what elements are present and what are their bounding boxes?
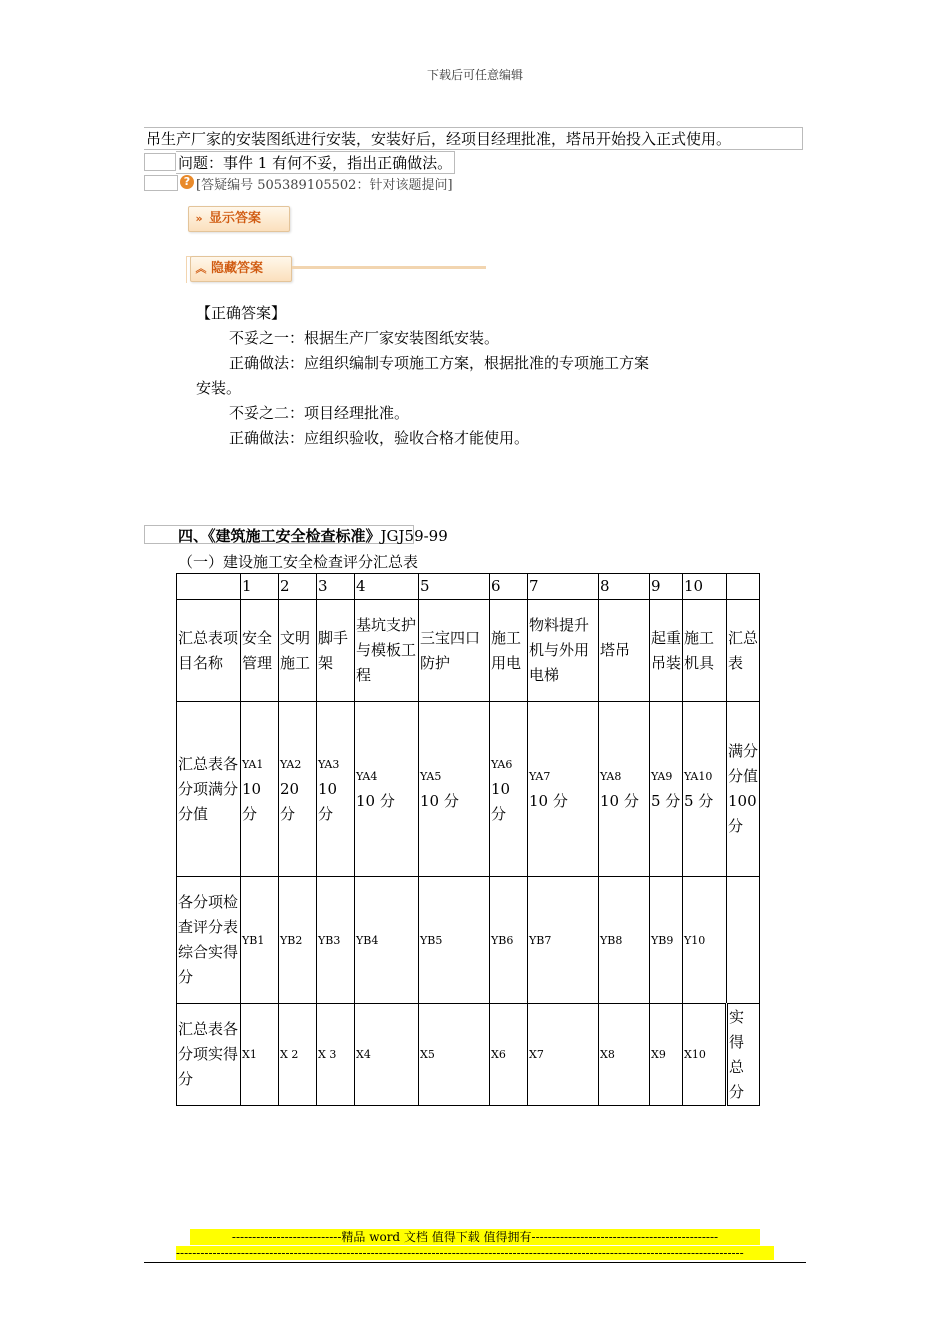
- table-cell: 物料提升机与外用电梯: [528, 600, 599, 702]
- table-row: [177, 574, 760, 600]
- row-header: 各分项检查评分表综合实得分: [177, 877, 241, 1004]
- score-value: 10 分: [600, 792, 639, 810]
- answer-heading: 【正确答案】: [196, 304, 287, 322]
- score-symbol: YA7: [529, 770, 551, 783]
- summary-table: [176, 573, 760, 1106]
- table-cell: [683, 702, 727, 877]
- table-cell: 文明施工: [279, 600, 317, 702]
- score-symbol: YA6: [491, 757, 513, 771]
- table-cell: 3: [317, 574, 355, 600]
- footer-banner: --------------------------------------------------------------------------------------------------------------------------------------------: [176, 1246, 774, 1260]
- table-cell: X7: [528, 1004, 599, 1106]
- help-icon: ?: [180, 175, 194, 189]
- footer-banner: ---------------------------精品 word 文档 值得下载 值得拥有----------------------------------------------: [190, 1229, 760, 1245]
- hide-answer-button[interactable]: [190, 256, 292, 282]
- table-cell: X8: [599, 1004, 650, 1106]
- table-cell: YB1: [241, 877, 279, 1004]
- table-cell: 1: [241, 574, 279, 600]
- table-cell: Y10: [683, 877, 727, 1004]
- table-cell: [419, 702, 490, 877]
- score-symbol: YA4: [356, 770, 378, 783]
- score-symbol: YA5: [420, 770, 442, 783]
- table-row: [177, 877, 760, 1004]
- table-cell: [727, 574, 760, 600]
- table-cell: 2: [279, 574, 317, 600]
- table-cell: 安全管理: [241, 600, 279, 702]
- table-cell: X10: [683, 1004, 727, 1106]
- double-chevron-right-icon: »: [195, 212, 203, 225]
- table-cell: 塔吊: [599, 600, 650, 702]
- table-cell: X9: [650, 1004, 683, 1106]
- table-row: [177, 600, 760, 702]
- divider: [292, 266, 486, 269]
- indent-box: [144, 153, 176, 171]
- table-cell: 10: [683, 574, 727, 600]
- table-cell: X6: [490, 1004, 528, 1106]
- table-cell: YB9: [650, 877, 683, 1004]
- score-symbol: YA1: [242, 757, 264, 771]
- score-value: 10 分: [356, 792, 395, 810]
- table-cell: 4: [355, 574, 419, 600]
- section-title-text: 四、《建筑施工安全检查标准》: [178, 527, 381, 545]
- table-cell: [528, 702, 599, 877]
- table-cell: 施工机具: [683, 600, 727, 702]
- hide-answer-label: 隐藏答案: [211, 261, 264, 276]
- table-cell: 施工用电: [490, 600, 528, 702]
- section-title: [178, 525, 448, 546]
- score-value: 10 分: [491, 779, 511, 823]
- table-cell: YB4: [355, 877, 419, 1004]
- table-cell: [279, 702, 317, 877]
- table-cell: YB2: [279, 877, 317, 1004]
- section-title-code: JGJ59-99: [380, 527, 448, 545]
- table-cell: YB8: [599, 877, 650, 1004]
- answer-line: 正确做法：应组织验收，验收合格才能使用。: [229, 429, 530, 447]
- answer-line: 不妥之二：项目经理批准。: [229, 404, 410, 422]
- score-value: 10 分: [420, 792, 459, 810]
- table-cell: 基坑支护与模板工程: [355, 600, 419, 702]
- answer-line: 正确做法：应组织编制专项施工方案，根据批准的专项施工方案: [229, 354, 650, 372]
- table-cell: YB5: [419, 877, 490, 1004]
- table-cell: 6: [490, 574, 528, 600]
- table-cell: 5: [419, 574, 490, 600]
- answer-line: 安装。: [196, 379, 242, 397]
- score-symbol: YA8: [600, 770, 622, 783]
- table-row: [177, 1004, 760, 1106]
- score-symbol: YA2: [280, 757, 302, 771]
- page-header: 下载后可任意编辑: [426, 68, 523, 82]
- table-caption: （一）建设施工安全检查评分汇总表: [178, 553, 419, 571]
- table-cell: 汇总表: [727, 600, 760, 702]
- table-cell: [650, 702, 683, 877]
- table-cell: YB6: [490, 877, 528, 1004]
- answer-line: 不妥之一：根据生产厂家安装图纸安装。: [229, 329, 500, 347]
- score-value: 10 分: [242, 779, 262, 823]
- table-cell: [355, 702, 419, 877]
- score-symbol: YA3: [318, 757, 340, 771]
- table-cell: [727, 877, 760, 1004]
- row-header: 汇总表各分项满分分值: [177, 702, 241, 877]
- table-cell: X 3: [317, 1004, 355, 1106]
- table-cell: [177, 574, 241, 600]
- table-cell: X4: [355, 1004, 419, 1106]
- table-cell: YB7: [528, 877, 599, 1004]
- score-symbol: YA9: [651, 770, 673, 783]
- total-cell: 实得总分: [727, 1004, 760, 1106]
- score-value: 20 分: [280, 779, 300, 823]
- table-cell: [317, 702, 355, 877]
- indent-box: [144, 175, 178, 191]
- question-prompt: 问题：事件 1 有何不妥，指出正确做法。: [176, 151, 455, 174]
- show-answer-label: 显示答案: [209, 211, 262, 226]
- show-answer-button[interactable]: [188, 206, 290, 232]
- table-cell: [490, 702, 528, 877]
- table-cell: X 2: [279, 1004, 317, 1106]
- table-cell: 9: [650, 574, 683, 600]
- table-row: [177, 702, 760, 877]
- table-cell: X5: [419, 1004, 490, 1106]
- table-cell: X1: [241, 1004, 279, 1106]
- table-cell: [241, 702, 279, 877]
- table-cell: [599, 702, 650, 877]
- table-cell: 起重吊装: [650, 600, 683, 702]
- ask-question-link[interactable]: [答疑编号 505389105502：针对该题提问]: [196, 178, 453, 193]
- score-value: 5 分: [651, 792, 681, 810]
- table-cell: 脚手架: [317, 600, 355, 702]
- table-cell: 三宝四口防护: [419, 600, 490, 702]
- total-cell: 满分分值100分: [727, 702, 760, 877]
- score-value: 5 分: [684, 792, 714, 810]
- question-continuation: 吊生产厂家的安装图纸进行安装，安装好后，经项目经理批准，塔吊开始投入正式使用。: [144, 127, 803, 150]
- double-chevron-up-icon: ︽: [195, 262, 207, 275]
- row-header: 汇总表各分项实得分: [177, 1004, 241, 1106]
- row-header: 汇总表项目名称: [177, 600, 241, 702]
- score-symbol: YA10: [684, 770, 713, 783]
- score-value: 10 分: [318, 779, 338, 823]
- score-value: 10 分: [529, 792, 568, 810]
- table-cell: 8: [599, 574, 650, 600]
- table-cell: YB3: [317, 877, 355, 1004]
- footer-divider: [144, 1262, 806, 1263]
- table-cell: 7: [528, 574, 599, 600]
